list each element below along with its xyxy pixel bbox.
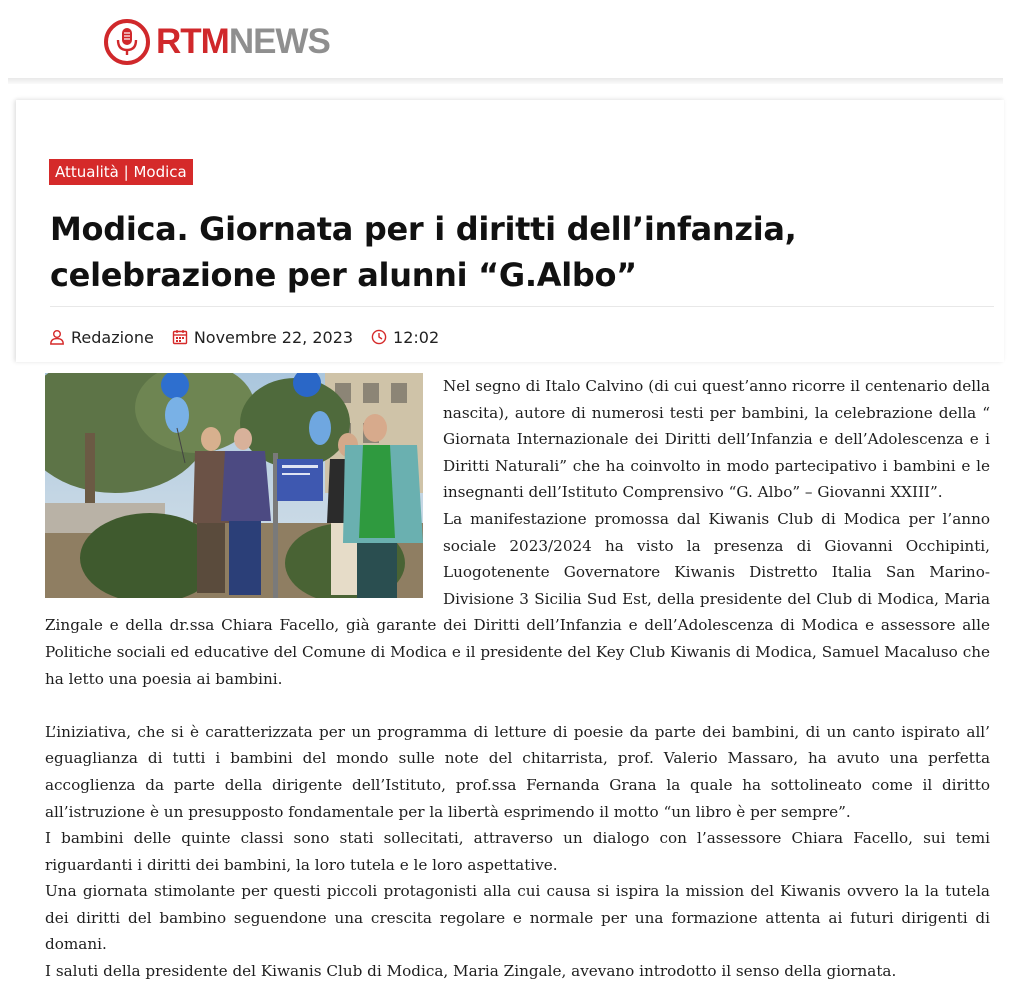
article-title: Modica. Giornata per i diritti dell’infanzia, celebrazione per alunni “G.Albo” [50,210,797,294]
category-badge [49,159,193,185]
category-link-modica[interactable]: Modica [133,163,187,181]
user-icon [49,329,65,345]
site-logo[interactable] [104,16,330,68]
paragraph-3: L’iniziativa, che si è caratterizzata per un programma di letture di poesie da parte dei bambini, di un canto ispirato all’ eguaglianza di tutti i bambini del mondo sulle note del chitarrista, prof. Valerio Massaro, ha avuto una perfetta accoglienza da parte della dirigente dell’Istituto, prof.ssa Fernanda Grana la quale ha sottolineato come il diritto all’istruzione è un presupposto fondamentale per la libertà esprimendo il motto “un libro è per sempre”. [45,722,990,821]
logo-text-rtm: RTM [156,22,229,61]
site-header [0,0,1024,78]
photo-float-spacer [45,373,443,607]
author-name: Redazione [71,327,154,347]
article-body [45,373,990,985]
category-separator: | [123,163,134,181]
paragraph-2: La manifestazione promossa dal Kiwanis Club di Modica per l’anno sociale 2023/2024 ha visto la presenza di Giovanni Occhipinti, Luogotenente Governatore Kiwanis Distretto Italia San Marino- Divisione 3 Sicilia Sud Est, della presidente del Club di Modica, Maria Zingale e della dr.ssa Chiara Facello, già garante dei Diritti dell’Infanzia e dell’Adolescenza di Modica e assessore alle Politiche sociali ed educative del Comune di Modica e il presidente del Key Club Kiwanis di Modica, Samuel Macaluso che ha letto una poesia ai bambini. [45,509,990,688]
clock-icon [371,329,387,345]
paragraph-1: Nel segno di Italo Calvino (di cui quest’anno ricorre il centenario della nascita), autore di numerosi testi per bambini, la celebrazione della “ Giornata Internazionale dei Diritti dell’Infanzia e dell’Adolescenza e i Diritti Naturali” che ha coinvolto in modo partecipativo i bambini e le insegnanti dell’Istituto Comprensivo “G. Albo” – Giovanni XXIII”. [443,377,990,502]
paragraph-gap [45,692,990,719]
header-shadow [8,78,1003,84]
paragraph-4: I bambini delle quinte classi sono stati sollecitati, attraverso un dialogo con l’assessore Chiara Facello, sui temi riguardanti i diritti dei bambini, la loro tutela e le loro aspettative. [45,829,990,874]
paragraph-6: I saluti della presidente del Kiwanis Club di Modica, Maria Zingale, avevano introdotto il senso della giornata. [45,962,897,981]
article-meta [49,325,457,349]
date-meta [172,328,353,347]
author-meta[interactable] [49,328,154,347]
time-meta [371,328,439,347]
title-divider [50,306,994,307]
microphone-icon [104,19,150,65]
calendar-icon [172,329,188,345]
publish-date: Novembre 22, 2023 [193,327,354,347]
publish-time: 12:02 [393,327,440,347]
paragraph-5: Una giornata stimolante per questi piccoli protagonisti alla cui causa si ispira la mission del Kiwanis ovvero la la tutela dei diritti del bambino seguendone una crescita regolare e normale per una formazione attenta ai futuri dirigenti di domani. [45,882,990,954]
category-link-attualita[interactable]: Attualità [55,163,119,181]
logo-text-news: NEWS [228,22,330,61]
